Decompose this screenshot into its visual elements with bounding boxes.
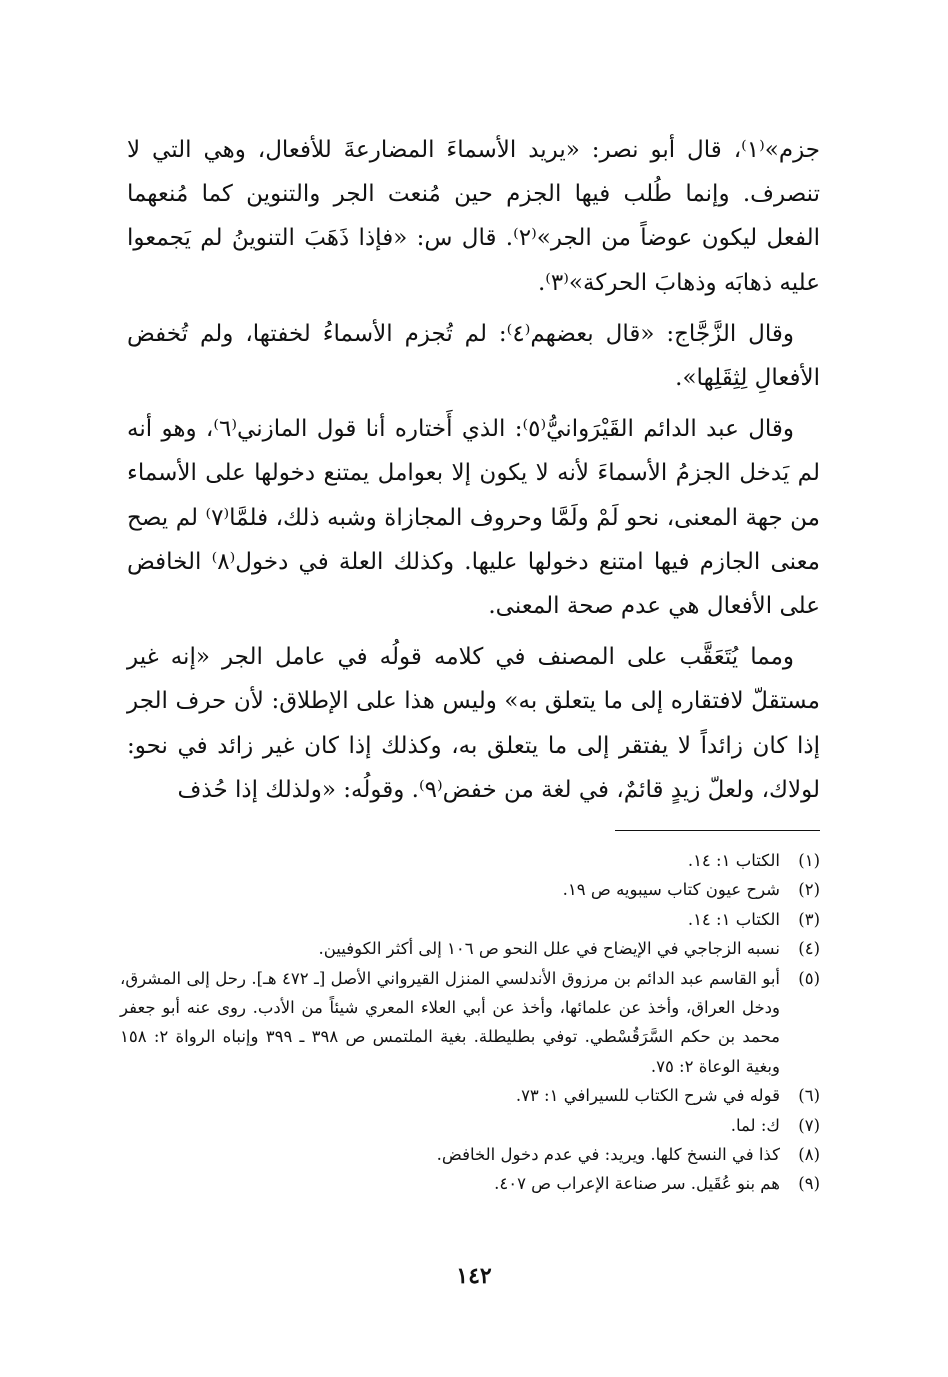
- footnote: [120, 1081, 820, 1110]
- footnote-separator: [615, 830, 820, 831]
- footnote-text: شرح عيون كتاب سيبويه ص ١٩.: [562, 880, 780, 900]
- footnote: [120, 905, 820, 934]
- footnote: [120, 1140, 820, 1169]
- paragraph: ومما يُتَعَقَّب على المصنف في كلامه قولُه في عامل الجر «إنه غير مستقلّ لافتقاره إلى ما يتعلق به» وليس هذا على الإطلاق: لأن حرف الجر إذا كان زائداً لا يفتقر إلى ما يتعلق به، وكذلك إذا كان غير زائد في نحو: لولاك، ولعلّ زيدٍ قائمٌ، في لغة من خفض⁽٩⁾. وقولُه: «ولذلك إذا حُذف: [127, 644, 820, 803]
- footnote: [120, 1169, 820, 1198]
- paragraph: جزم»⁽١⁾، قال أبو نصر: «يريد الأسماءَ المضارعةَ للأفعال، وهي التي لا تنصرف. وإنما طُلب فيها الجزم حين مُنعت الجر والتنوين كما مُنعهما الفعل ليكون عوضاً من الجر»⁽٢⁾. قال س: «فإذا ذَهَبَ التنوينُ لم يَجمعوا عليه ذهابَه وذهابَ الحركة»⁽٣⁾.: [127, 137, 821, 296]
- footnote: [120, 964, 820, 1082]
- footnote-text: الكتاب ١: ١٤.: [687, 909, 780, 929]
- footnote-text: كذا في النسخ كلها. ويريد: في عدم دخول الخافض.: [436, 1145, 780, 1165]
- paragraph: وقال عبد الدائم القَيْرَوانيُّ⁽٥⁾: الذي أَختاره أنا قول المازني⁽٦⁾، وهو أنه لم يَدخل الجزمُ الأسماءَ لأنه لا يكون إلا بعوامل يمتنع دخولها على الأسماء من جهة المعنى، نحو لَمْ ولَمَّا وحروف المجازاة وشبه ذلك، فلمَّا⁽٧⁾ لم يصح معنى الجازم فيها امتنع دخولها عليها. وكذلك العلة في دخول⁽٨⁾ الخافض على الأفعال هي عدم صحة المعنى.: [127, 416, 820, 620]
- footnote-text: نسبه الزجاجي في الإيضاح في علل النحو ص ١٠٦ إلى أكثر الكوفيين.: [318, 939, 780, 959]
- footnote: [120, 1111, 820, 1140]
- footnote-number: (٢): [798, 880, 820, 900]
- footnote-number: (١): [798, 851, 820, 870]
- footnote-text: قوله في شرح الكتاب للسيرافي ١: ٧٣.: [515, 1086, 780, 1106]
- footnote-number: (٩): [798, 1174, 820, 1194]
- footnote-number: (٥): [798, 968, 820, 988]
- footnote-number: (٦): [798, 1086, 820, 1106]
- footnote-number: (٤): [798, 939, 820, 959]
- footnote-text: هم بنو عُقَيل. سر صناعة الإعراب ص ٤٠٧.: [494, 1174, 780, 1194]
- footnote: [120, 846, 820, 875]
- footnote: [120, 875, 820, 904]
- page-number: ١٤٢: [456, 1263, 492, 1289]
- paragraph: وقال الزَّجَّاج: «قال بعضهم⁽٤⁾: لم تُجزم الأسماءُ لخفتها، ولم تُخفض الأفعالِ لِثِقَلِها».: [127, 320, 820, 392]
- footnote-number: (٣): [798, 909, 820, 929]
- footnote-text: الكتاب ١: ١٤.: [687, 851, 780, 870]
- footnote-number: (٨): [798, 1145, 820, 1165]
- footnote-text: أبو القاسم عبد الدائم بن مرزوق الأندلسي المنزل القيرواني الأصل [ـ ٤٧٢ هـ]. رحل إلى المشرق، ودخل العراق، وأخذ عن علمائها، وأخذ عن أبي العلاء المعري شيئاً من الأدب. روى عنه أبو جعفر محمد بن حكم السَّرَقُسْطي. توفي بطليطلة. بغية الملتمس ص ٣٩٨ ـ ٣٩٩ وإنباه الرواة ٢: ١٥٨ وبغية الوعاة ٢: ٧٥.: [120, 968, 781, 1076]
- footnotes-list: [120, 846, 820, 1199]
- footnote-text: ك: لما.: [730, 1115, 780, 1135]
- footnote-number: (٧): [798, 1115, 820, 1135]
- main-text: [127, 128, 820, 819]
- footnote: [120, 934, 820, 963]
